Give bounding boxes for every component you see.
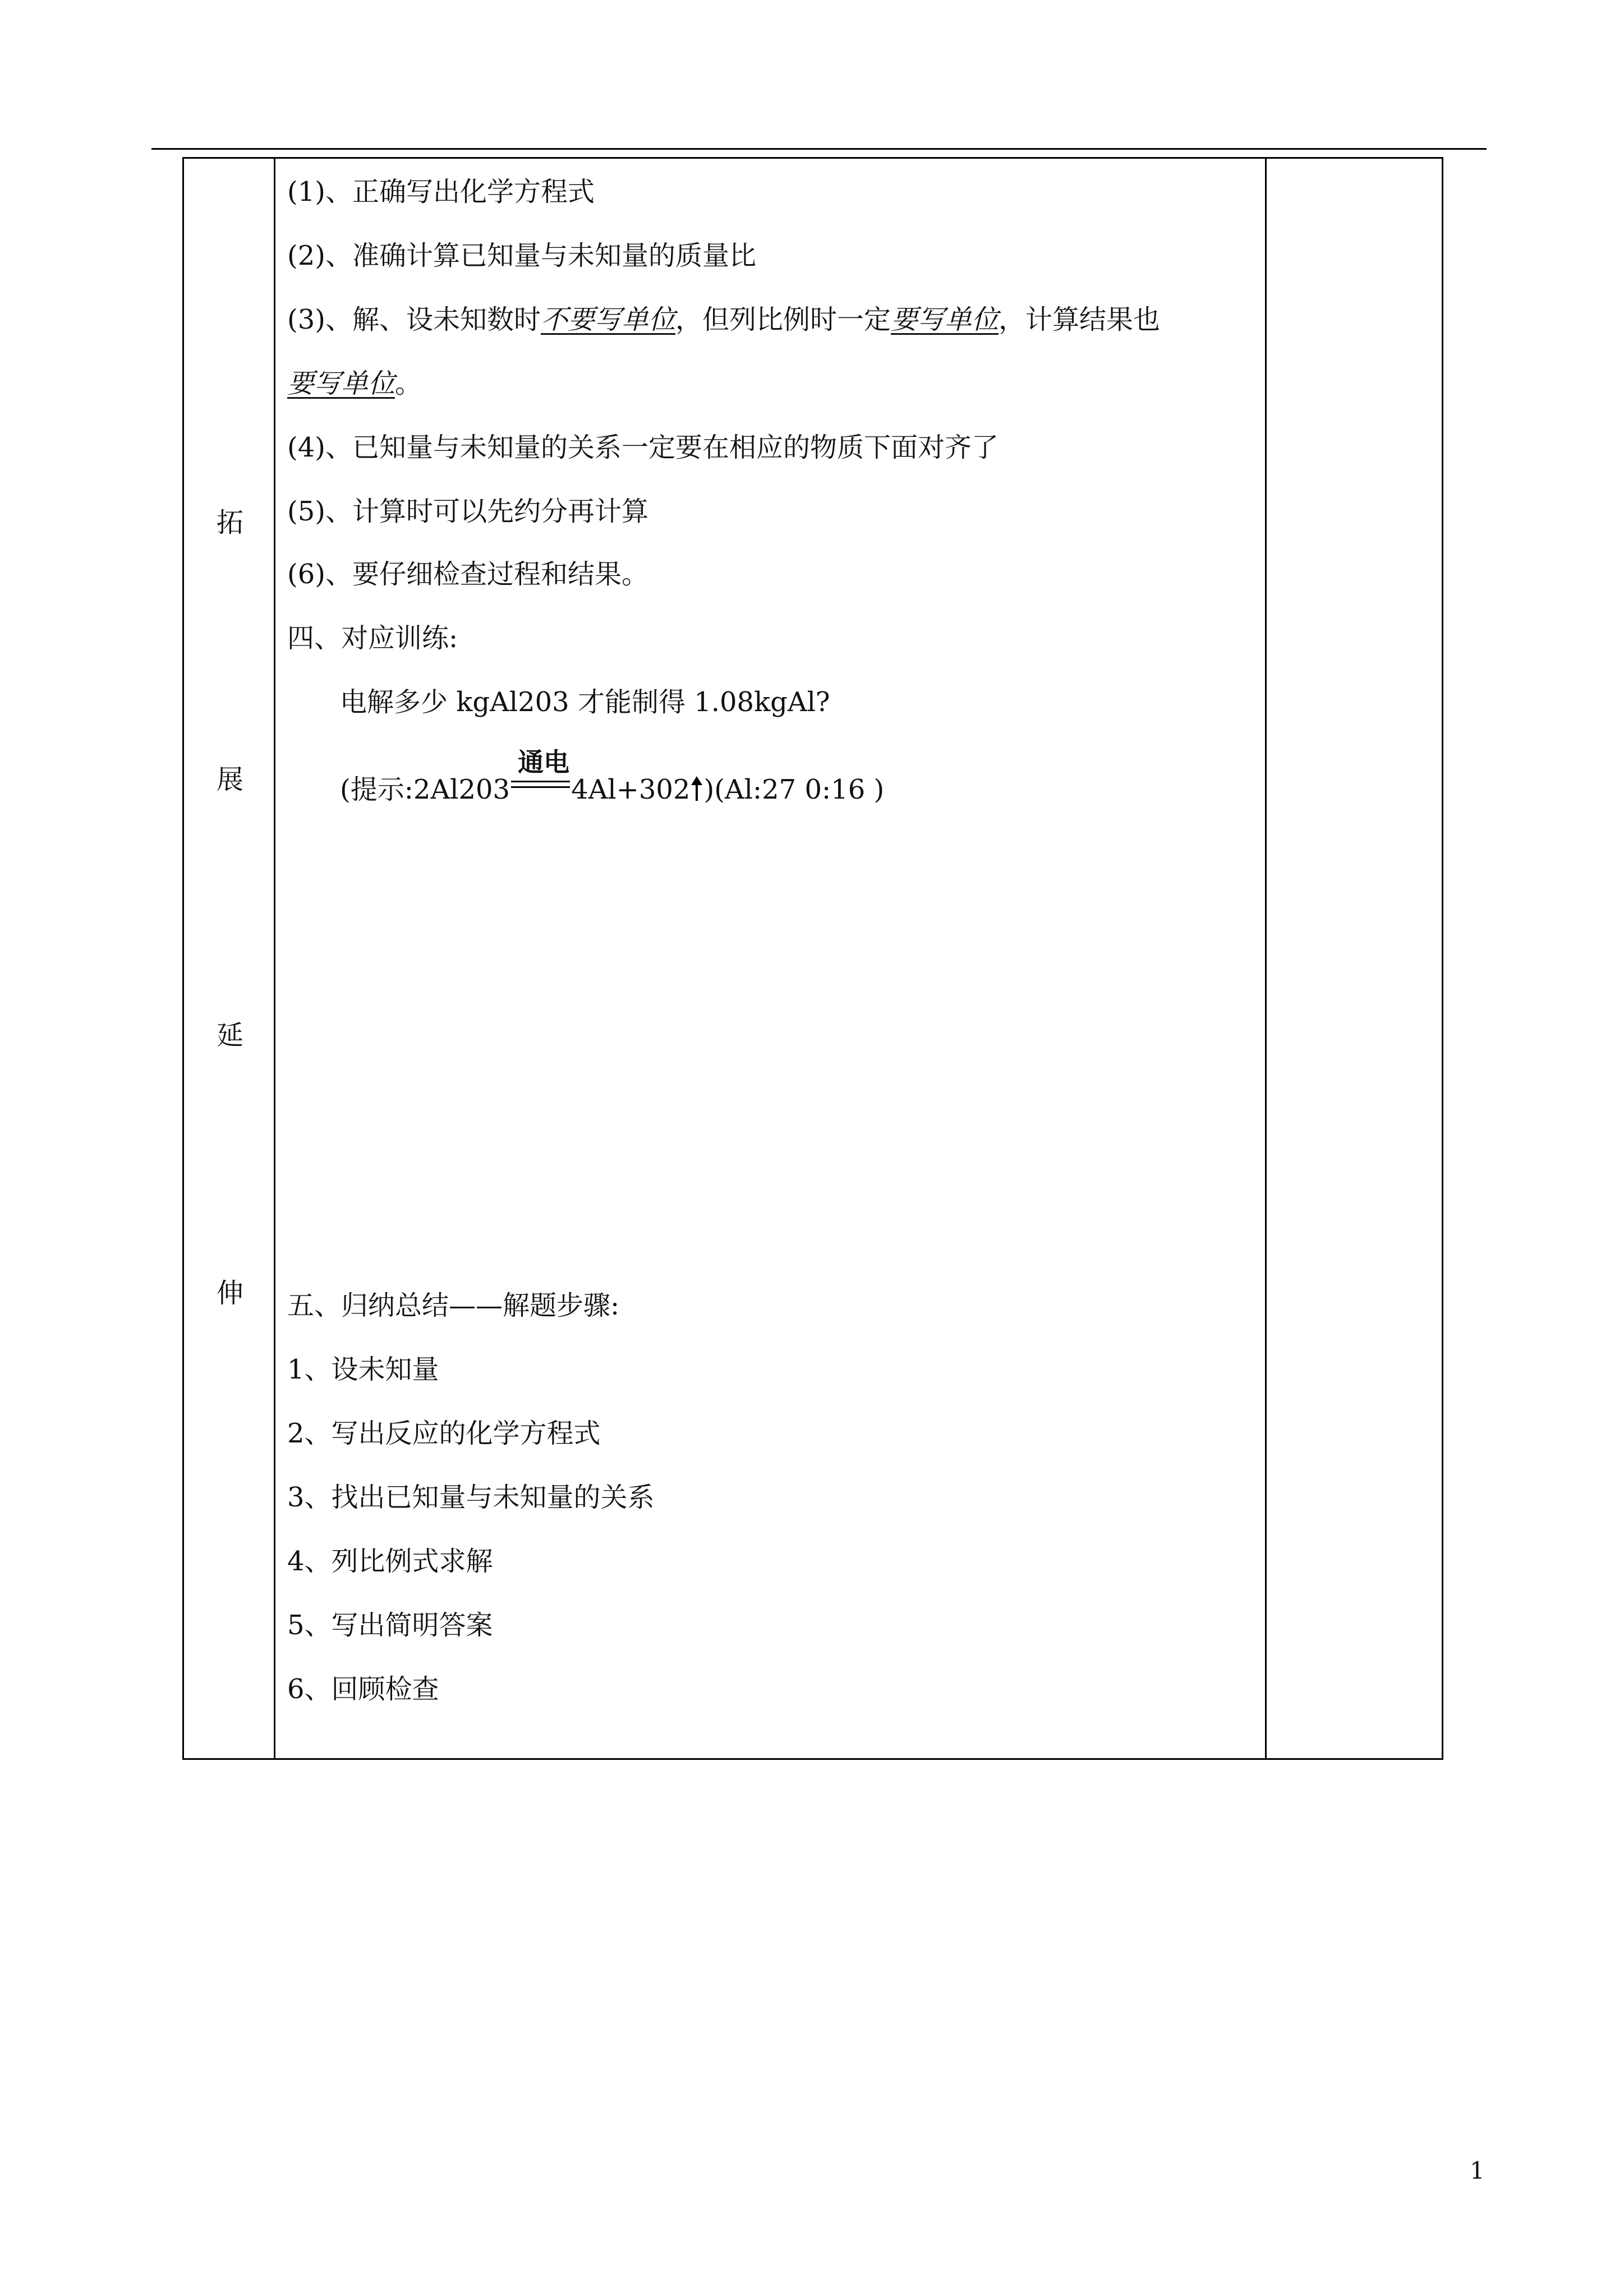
point-4: (4)、已知量与未知量的关系一定要在相应的物质下面对齐了 — [287, 432, 999, 463]
point-3-text-a: (3)、解、设未知数时 — [287, 304, 541, 335]
summary-step: 3、找出已知量与未知量的关系 — [287, 1482, 655, 1513]
condition-label: 通电 — [518, 747, 570, 777]
summary-step: 1、设未知量 — [287, 1354, 439, 1385]
point-5: (5)、计算时可以先约分再计算 — [287, 496, 648, 527]
point-3 — [287, 306, 1160, 333]
page-number: 1 — [1470, 2157, 1485, 2184]
equals-bar-top — [511, 781, 570, 782]
emphasis-write-unit: 要写单位 — [891, 304, 999, 335]
point-6: (6)、要仔细检查过程和结果。 — [287, 559, 648, 590]
side-label-char: 展 — [217, 764, 244, 795]
summary-step: 5、写出简明答案 — [287, 1610, 493, 1641]
hint-prefix: (提示:2Al203 — [340, 774, 510, 805]
point-2: (2)、准确计算已知量与未知量的质量比 — [287, 240, 756, 271]
point-3-continued — [287, 370, 422, 397]
point-1: (1)、正确写出化学方程式 — [287, 176, 595, 208]
training-hint — [340, 747, 885, 805]
column-divider-left — [274, 157, 275, 1760]
summary-step: 2、写出反应的化学方程式 — [287, 1418, 601, 1449]
point-3-text-d: 。 — [395, 368, 422, 399]
side-label-char: 拓 — [217, 507, 244, 538]
header-rule — [151, 148, 1487, 150]
gas-arrow-icon — [690, 776, 703, 801]
emphasis-write-unit-result: 要写单位 — [287, 368, 395, 399]
summary-step: 6、回顾检查 — [287, 1673, 439, 1705]
side-label-char: 伸 — [217, 1278, 244, 1309]
summary-step: 4、列比例式求解 — [287, 1546, 493, 1577]
training-question: 电解多少 kgAl203 才能制得 1.08kgAl? — [340, 686, 830, 718]
equals-bar-bottom — [511, 786, 570, 788]
point-3-text-c: ，计算结果也 — [999, 304, 1161, 335]
summary-heading: 五、归纳总结——解题步骤: — [287, 1290, 620, 1321]
column-divider-right — [1265, 157, 1267, 1760]
reaction-condition — [511, 747, 570, 799]
side-label-char: 延 — [217, 1020, 244, 1051]
hint-product: 4Al+302 — [571, 774, 691, 805]
point-3-text-b: ，但列比例时一定 — [675, 304, 891, 335]
hint-suffix: )(Al:27 0:16 ) — [703, 774, 885, 805]
emphasis-no-unit: 不要写单位 — [541, 304, 676, 335]
training-heading: 四、对应训练: — [287, 623, 458, 654]
